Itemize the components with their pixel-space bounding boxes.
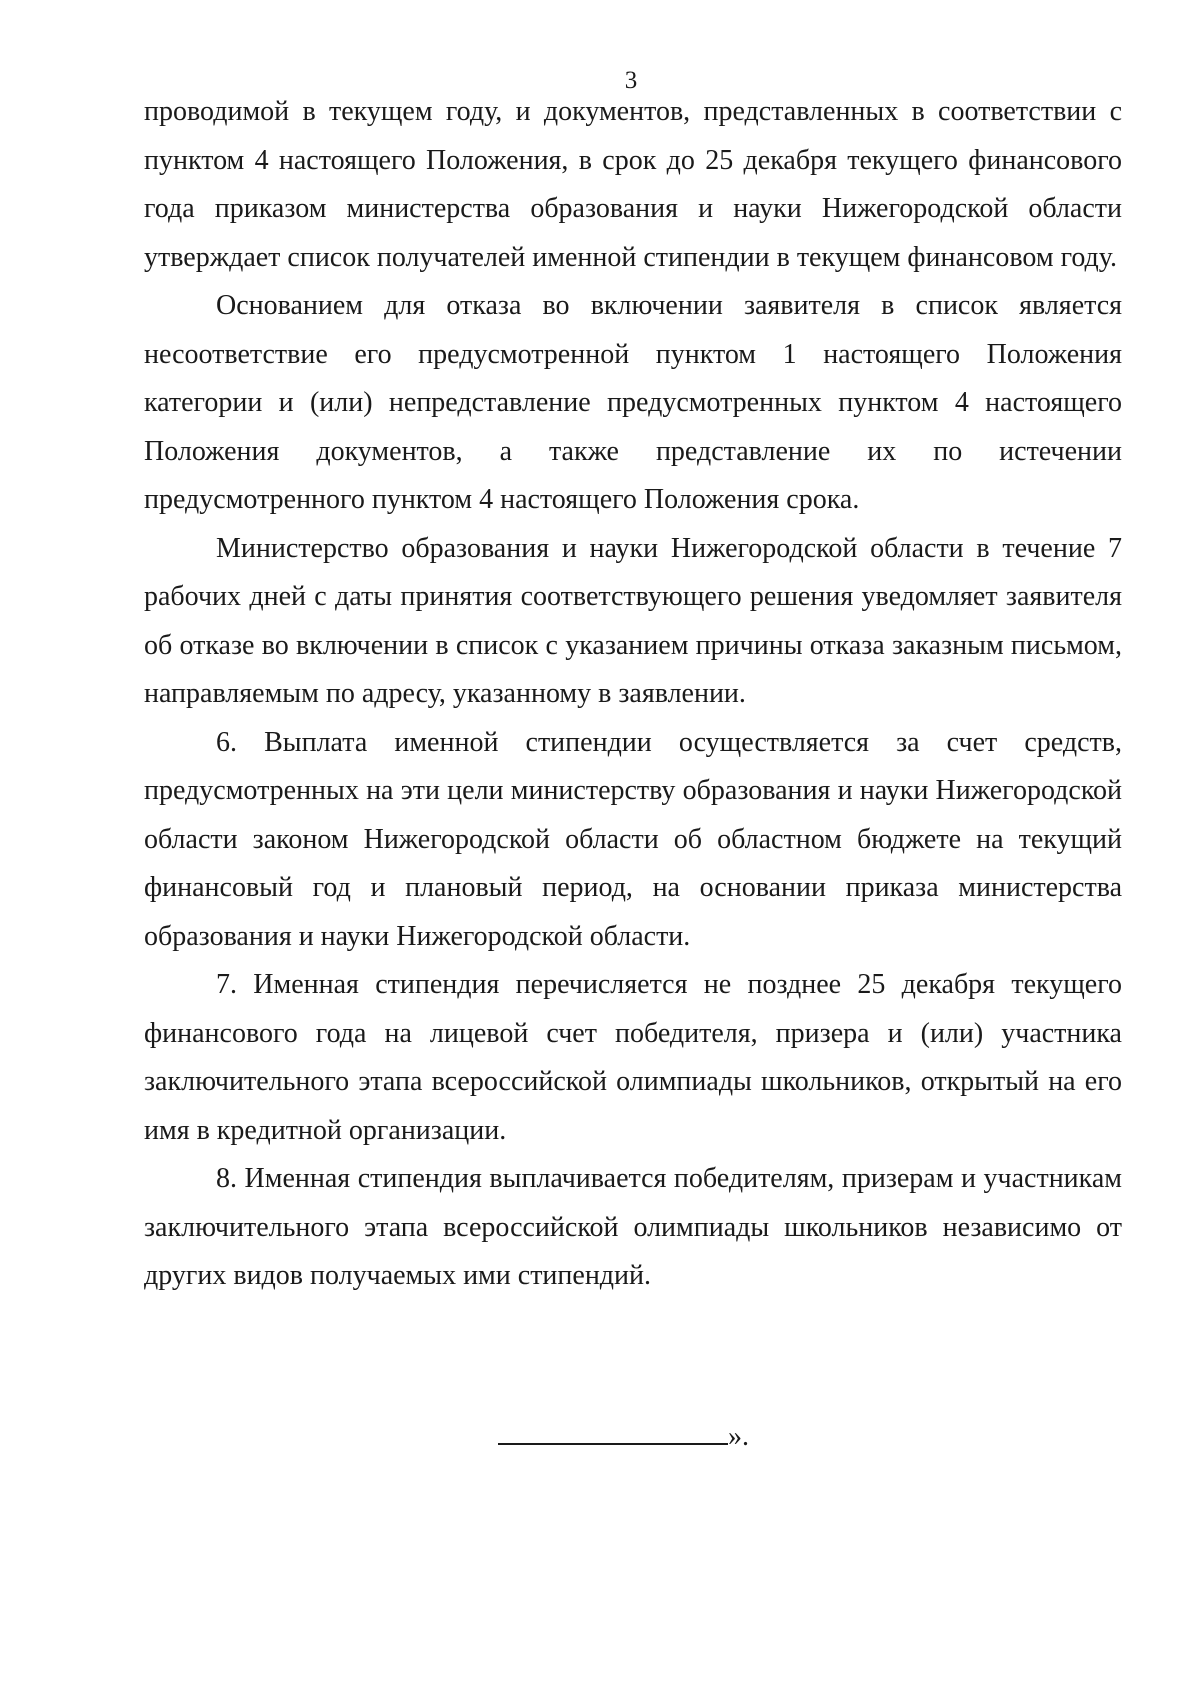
- closing-rule: [498, 1417, 728, 1445]
- document-body: [144, 88, 1122, 1301]
- paragraph-continuation: проводимой в текущем году, и документов, представленных в соответствии с пунктом 4 настоящего Положения, в срок до 25 декабря текущего финансового года приказом министерства образования и науки Нижегородской области утверждает список получателей именной стипендии в текущем финансовом году.: [144, 96, 1122, 273]
- paragraph-item-6: 6. Выплата именной стипендии осуществляется за счет средств, предусмотренных на эти цели министерству образования и науки Нижегородской области законом Нижегородской области об областном бюджете на текущий финансовый год и плановый период, на основании приказа министерства образования и науки Нижегородской области.: [144, 726, 1122, 952]
- paragraph-refusal-notice: Министерство образования и науки Нижегородской области в течение 7 рабочих дней с даты принятия соответствующего решения уведомляет заявителя об отказе во включении в список с указанием причины отказа заказным письмом, направляемым по адресу, указанному в заявлении.: [144, 532, 1122, 709]
- paragraph-item-7: 7. Именная стипендия перечисляется не позднее 25 декабря текущего финансового года на лицевой счет победителя, призера и (или) участника заключительного этапа всероссийской олимпиады школьников, открытый на его имя в кредитной организации.: [144, 969, 1122, 1146]
- paragraph-refusal-grounds: Основанием для отказа во включении заявителя в список является несоответствие его предусмотренной пунктом 1 настоящего Положения категории и (или) непредставление предусмотренных пунктом 4 настоящего Положения документов, а также представление их по истечении предусмотренного пунктом 4 настоящего Положения срока.: [144, 290, 1122, 515]
- paragraph-item-8: 8. Именная стипендия выплачивается победителям, призерам и участникам заключительного этапа всероссийской олимпиады школьников независимо от других видов получаемых ими стипендий.: [144, 1163, 1122, 1291]
- closing-quote: ».: [728, 1421, 749, 1452]
- page-number: 3: [624, 67, 638, 94]
- closing-line: [498, 1417, 749, 1455]
